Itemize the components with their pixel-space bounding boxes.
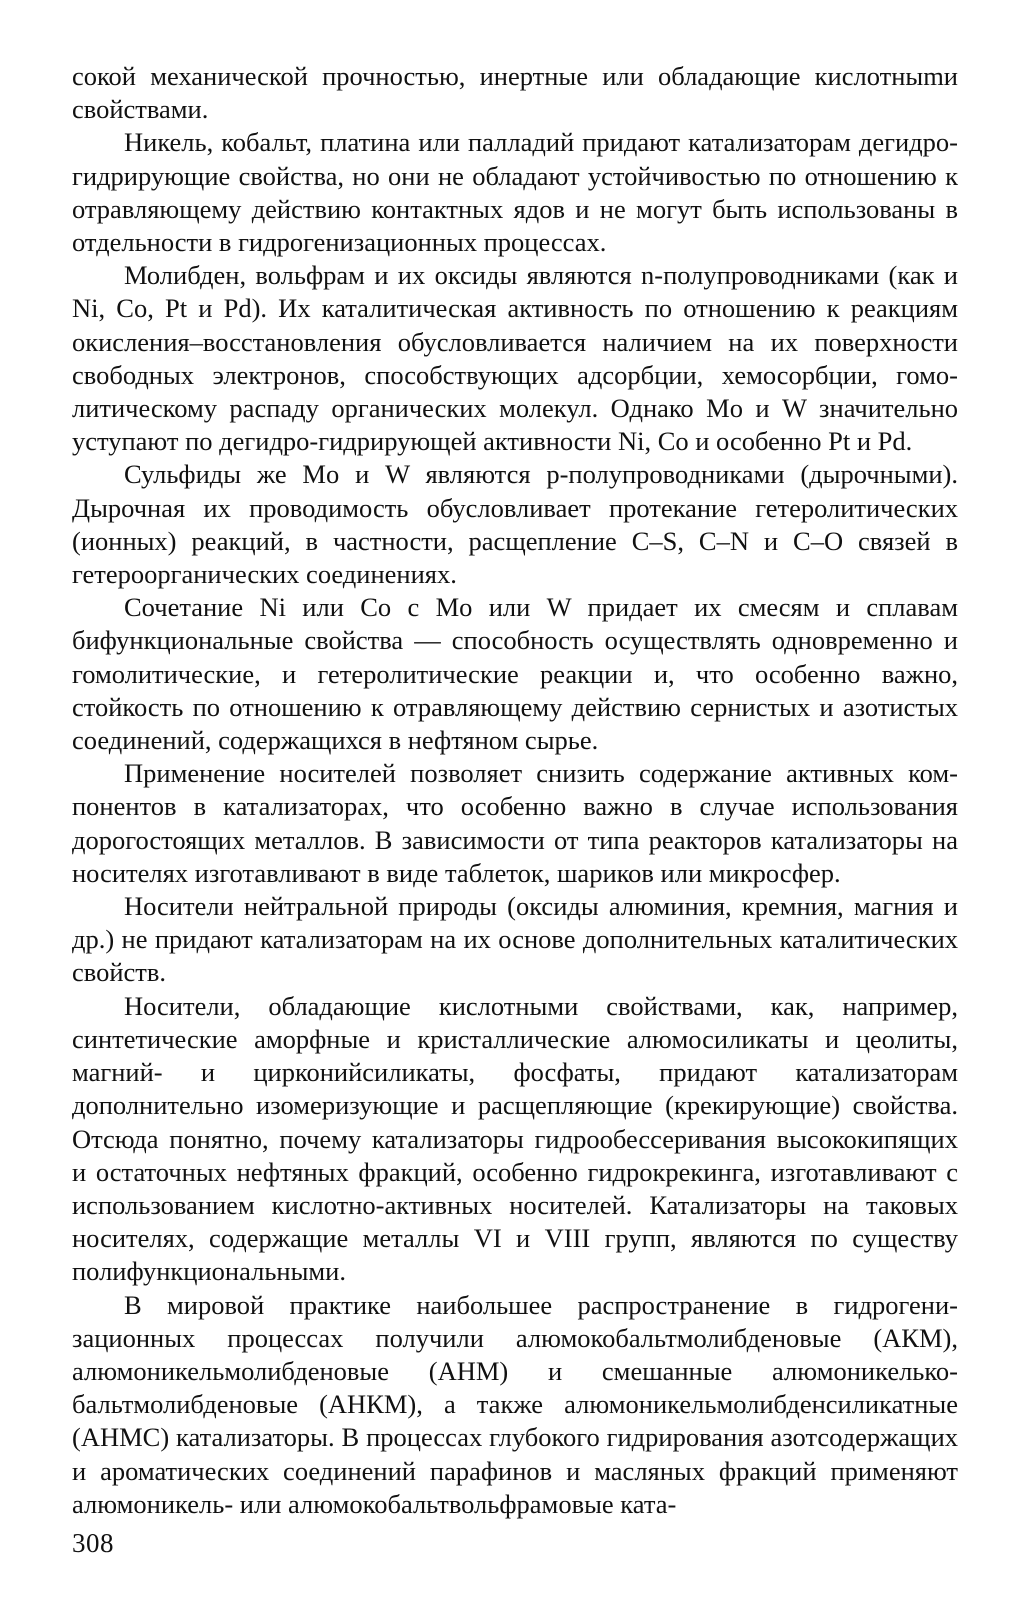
paragraph: Никель, кобальт, платина или палладий придают катализаторам дегидро-гидрирующие свойства, но они не обладают устойчивостью по отношению к отравляющему действию контактных ядов и не могут быть использованы в отдельности в гидрогенизационных процессах.	[72, 127, 958, 258]
paragraph: Применение носителей позволяет снизить содержание активных компонентов в катализаторах, что особенно важно в случае использования дорогостоящих металлов. В зависимости от типа реакторов катализаторы на носителях изготавливают в виде таблеток, шариков или микросфер.	[72, 758, 958, 888]
text-body	[72, 60, 958, 1520]
paragraph: Сочетание Ni или Co с Mo или W придает их смесям и сплавам бифункциональные свойства — способность осуществлять одновременно и гомолитические, и гетеролитические реакции и, что особенно важно, стойкость по отношению к отравляющему действию сернистых и азотистых соединений, содержащихся в нефтяном сырье.	[72, 592, 958, 756]
paragraph: Сульфиды же Mo и W являются p-полупроводниками (дырочными). Дырочная их проводимость обусловливает протекание гетеролитических (ионных) реакций, в частности, расщепление C–S, C–N и C–O связей в гетероорганических соединениях.	[72, 459, 958, 590]
paragraph: Молибден, вольфрам и их оксиды являются n-полупроводниками (как и Ni, Co, Pt и Pd). Их каталитическая активность по отношению к реакциям окисления–восстановления обусловливается наличием на их поверхности свободных электронов, способствующих адсорбции, хемосорбции, гомолитическому распаду органических молекул. Однако Mo и W значительно уступают по дегидро-гидрирующей активности Ni, Co и особенно Pt и Pd.	[72, 260, 958, 457]
paragraph: Носители, обладающие кислотными свойствами, как, например, синтетические аморфные и кристаллические алюмосиликаты и цеолиты, магний- и цирконийсиликаты, фосфаты, придают катализаторам дополнительно изомеризующие и расщепляющие (крекирующие) свойства. Отсюда понятно, почему катализаторы гидрообессеривания высококипящих и остаточных нефтяных фракций, особенно гидрокрекинга, изготавливают с использованием кислотно-активных носителей. Катализаторы на таковых носителях, содержащие металлы VI и VIII групп, являются по существу полифункциональными.	[72, 990, 958, 1287]
page-number: 308	[72, 1528, 114, 1558]
paragraph: сокой механической прочностью, инертные или обладающие кислотныmи свойствами.	[72, 61, 958, 125]
paragraph: Носители нейтральной природы (оксиды алюминия, кремния, магния и др.) не придают катализаторам на их основе дополнительных каталитических свойств.	[72, 891, 958, 988]
paragraph: В мировой практике наибольшее распространение в гидрогенизационных процессах получили алюмокобальтмолибденовые (АКМ), алюмоникельмолибденовые (АНМ) и смешанные алюмоникелькобальтмолибденовые (АНКМ), а также алюмоникельмолибденсиликатные (АНМС) катализаторы. В процессах глубокого гидрирования азотсодержащих и ароматических соединений парафинов и масляных фракций применяют алюмоникель- или алюмокобальтвольфрамовые ката-	[72, 1289, 958, 1519]
